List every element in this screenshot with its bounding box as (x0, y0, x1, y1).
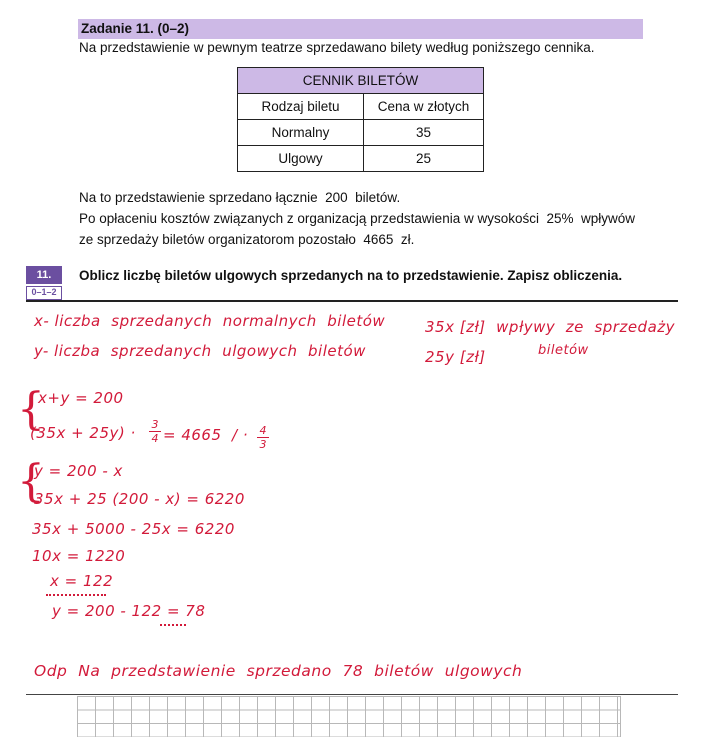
info-line-1: Na to przedstawienie sprzedano łącznie 200 biletów. (79, 190, 401, 205)
price-table-header-price: Cena w złotych (364, 94, 484, 120)
hw-eq-3: y = 200 - x (34, 462, 123, 480)
hw-eq-2-mult: / · (232, 426, 249, 444)
hw-fraction: $\frac{3}{4}$ (149, 418, 161, 445)
hw-eq-7: x = 122 (50, 572, 114, 590)
system-brace: { (17, 384, 45, 435)
system-brace-2: { (17, 456, 45, 507)
table-cell: 25 (364, 146, 484, 172)
underline-mark (46, 590, 106, 596)
hw-eq-5: 35x + 5000 - 25x = 6220 (32, 520, 235, 538)
hw-eq-2-right: = 4665 (163, 426, 222, 444)
task-number-badge: 11. (26, 266, 62, 284)
table-row (238, 146, 484, 172)
table-row (238, 120, 484, 146)
price-table-header-type: Rodzaj biletu (238, 94, 364, 120)
hw-line-1-right: 35x [zł] wpływy ze sprzedaży (425, 318, 676, 336)
table-cell: 35 (364, 120, 484, 146)
price-table-caption: CENNIK BILETÓW (238, 68, 484, 94)
question-text: Oblicz liczbę biletów ulgowych sprzedanych na to przedstawienie. Zapisz obliczenia. (79, 268, 623, 283)
info-line-3: ze sprzedaży biletów organizatorom pozostało 4665 zł. (79, 232, 415, 247)
hw-eq-6: 10x = 1220 (32, 547, 126, 565)
answer-area-bottom-divider (26, 694, 678, 695)
hw-mult-fraction: $\frac{4}{3}$ (257, 424, 269, 451)
hw-line-2-right: 25y [zł] (425, 348, 486, 366)
price-table (237, 67, 484, 172)
hw-eq-1: x+y = 200 (38, 389, 124, 407)
table-cell: Normalny (238, 120, 364, 146)
table-cell: Ulgowy (238, 146, 364, 172)
task-intro: Na przedstawienie w pewnym teatrze sprzedawano bilety według poniższego cennika. (79, 40, 595, 55)
hw-eq-2: (35x + 25y) · (30, 424, 136, 442)
hw-answer: Odp Na przedstawienie sprzedano 78 biletów ulgowych (34, 662, 523, 680)
hw-line-1: x- liczba sprzedanych normalnych biletów (34, 312, 386, 330)
hw-eq-8: y = 200 - 122 = 78 (52, 602, 206, 620)
underline-mark (160, 620, 186, 626)
answer-area-top-divider (26, 300, 678, 302)
hw-line-1-right-cont: biletów (538, 343, 589, 358)
hw-eq-4: 35x + 25 (200 - x) = 6220 (34, 490, 245, 508)
info-line-2: Po opłaceniu kosztów związanych z organizacją przedstawienia w wysokości 25% wpływów (79, 211, 636, 226)
points-badge: 0–1–2 (26, 286, 62, 300)
task-title: Zadanie 11. (0–2) (78, 19, 643, 39)
hw-line-2: y- liczba sprzedanych ulgowych biletów (34, 342, 366, 360)
answer-grid (77, 696, 621, 737)
